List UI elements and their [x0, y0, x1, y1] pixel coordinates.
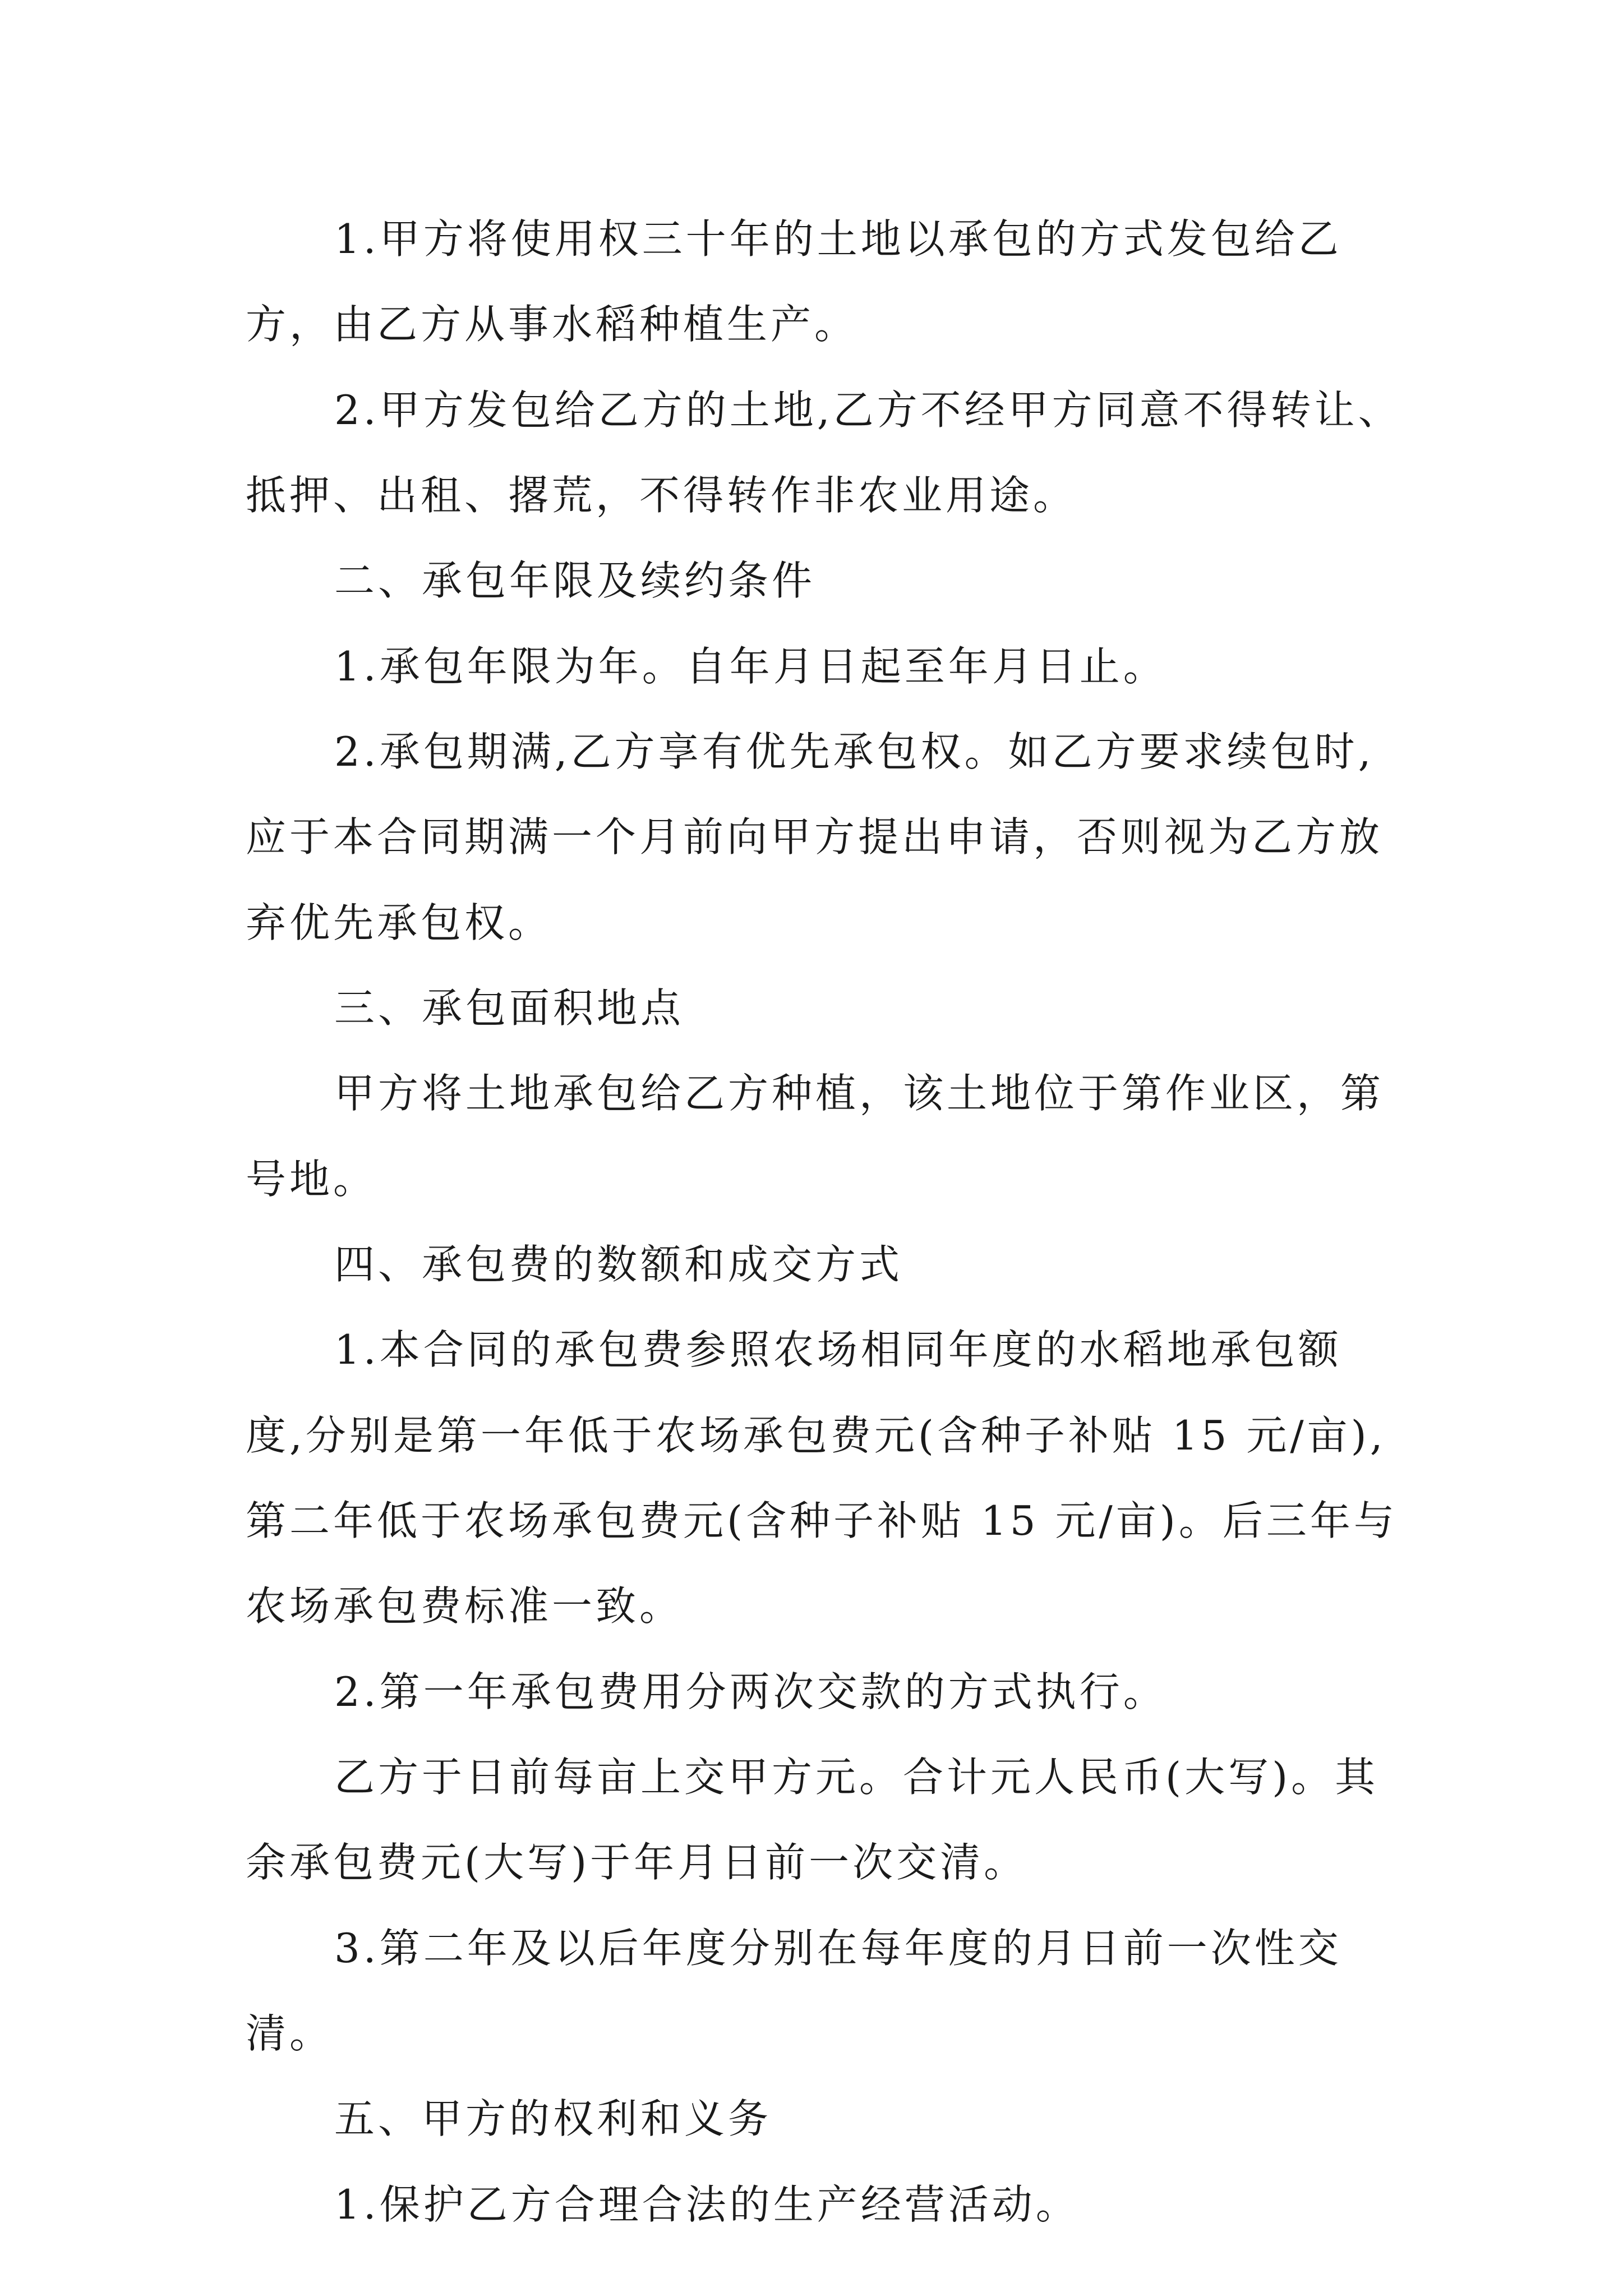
- text-line: 1.保护乙方合理合法的生产经营活动。: [334, 2181, 1080, 2228]
- text-line: 甲方将土地承包给乙方种植，该土地位于第作业区，第: [334, 1070, 1385, 1117]
- text-line: 2.第一年承包费用分两次交款的方式执行。: [334, 1668, 1167, 1715]
- section-heading: 二、承包年限及续约条件: [334, 557, 816, 604]
- section-heading: 五、甲方的权利和义务: [334, 2095, 772, 2142]
- text-line: 1.甲方将使用权三十年的土地以承包的方式发包给乙: [334, 215, 1342, 263]
- text-line: 方，由乙方从事水稻种植生产。: [246, 301, 859, 348]
- text-line: 农场承包费标准一致。: [246, 1582, 684, 1630]
- text-line: 余承包费元(大写)于年月日前一次交清。: [246, 1839, 1028, 1886]
- text-line: 清。: [246, 2010, 334, 2057]
- text-line: 3.第二年及以后年度分别在每年度的月日前一次性交: [334, 1925, 1342, 1972]
- text-line: 2.甲方发包给乙方的土地,乙方不经甲方同意不得转让、: [334, 386, 1402, 434]
- text-line: 第二年低于农场承包费元(含种子补贴 15 元/亩)。后三年与: [246, 1497, 1398, 1544]
- text-line: 乙方于日前每亩上交甲方元。合计元人民币(大写)。其: [334, 1754, 1379, 1801]
- text-line: 1.承包年限为年。自年月日起至年月日止。: [334, 643, 1167, 690]
- section-heading: 四、承包费的数额和成交方式: [334, 1241, 903, 1288]
- section-heading: 三、承包面积地点: [334, 984, 685, 1032]
- text-line: 号地。: [246, 1156, 377, 1203]
- text-line: 弃优先承包权。: [246, 899, 552, 946]
- text-line: 2.承包期满,乙方享有优先承包权。如乙方要求续包时,: [334, 728, 1375, 775]
- text-line: 1.本合同的承包费参照农场相同年度的水稻地承包额: [334, 1326, 1342, 1373]
- text-line: 度,分别是第一年低于农场承包费元(含种子补贴 15 元/亩),: [246, 1412, 1386, 1459]
- text-line: 抵押、出租、撂荒，不得转作非农业用途。: [246, 472, 1077, 519]
- text-line: 应于本合同期满一个月前向甲方提出申请，否则视为乙方放: [246, 813, 1384, 861]
